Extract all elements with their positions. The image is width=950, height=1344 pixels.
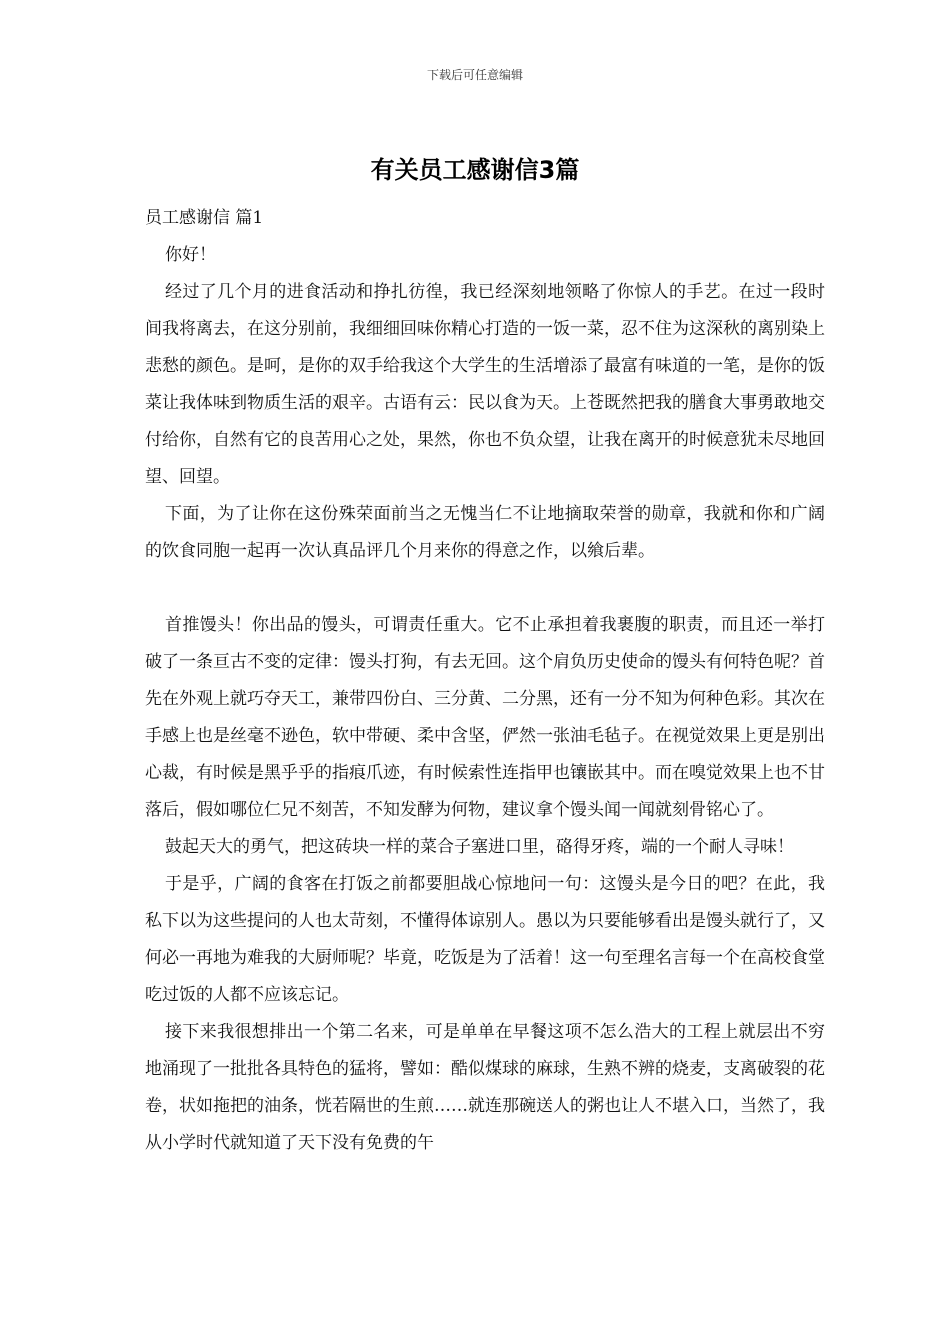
body-paragraph: 于是乎，广阔的食客在打饭之前都要胆战心惊地问一句：这馒头是今日的吧？在此，我私下以为这些提问的人也太苛刻，不懂得体谅别人。愚以为只要能够看出是馒头就行了，又何必一再地为难我的大厨师呢？毕竟，吃饭是为了活着！这一句至理名言每一个在高校食堂吃过饭的人都不应该忘记。 [145, 874, 825, 1005]
body-paragraph: 下面，为了让你在这份殊荣面前当之无愧当仁不让地摘取荣誉的勋章，我就和你和广阔的饮食同胞一起再一次认真品评几个月来你的得意之作，以飨后辈。 [145, 504, 825, 561]
body-paragraph: 接下来我很想排出一个第二名来，可是单单在早餐这项不怎么浩大的工程上就层出不穷地涌现了一批批各具特色的猛将，譬如：酷似煤球的麻球，生熟不辨的烧麦，支离破裂的花卷，状如拖把的油条，恍若隔世的生煎……就连那碗送人的粥也让人不堪入口，当然了，我从小学时代就知道了天下没有免费的午 [145, 1022, 825, 1153]
body-paragraph: 你好！ [165, 245, 216, 265]
header-note: 下载后可任意编辑 [426, 68, 523, 82]
body-paragraph: 首推馒头！你出品的馒头，可谓责任重大。它不止承担着我裹腹的职责，而且还一举打破了一条亘古不变的定律：馒头打狗，有去无回。这个肩负历史使命的馒头有何特色呢？首先在外观上就巧夺天工，兼带四份白、三分黄、二分黑，还有一分不知为何种色彩。其次在手感上也是丝毫不逊色，软中带硬、柔中含坚，俨然一张油毛毡子。在视觉效果上更是别出心裁，有时候是黑乎乎的指痕爪迹，有时候索性连指甲也镶嵌其中。而在嗅觉效果上也不甘落后，假如哪位仁兄不刻苦，不知发酵为何物，建议拿个馒头闻一闻就刻骨铭心了。 [145, 615, 825, 820]
body-paragraph: 经过了几个月的进食活动和挣扎彷徨，我已经深刻地领略了你惊人的手艺。在过一段时间我将离去，在这分别前，我细细回味你精心打造的一饭一菜，忍不住为这深秋的离别染上悲愁的颜色。是呵，是你的双手给我这个大学生的生活增添了最富有味道的一笔，是你的饭菜让我体味到物质生活的艰辛。古语有云：民以食为天。上苍既然把我的膳食大事勇敢地交付给你，自然有它的良苦用心之处，果然，你也不负众望，让我在离开的时候意犹未尽地回望、回望。 [145, 282, 825, 487]
document-subtitle: 员工感谢信 篇1 [145, 208, 264, 228]
document-body [145, 200, 825, 1162]
document-title: 有关员工感谢信3篇 [370, 156, 580, 184]
body-paragraph: 鼓起天大的勇气，把这砖块一样的菜合子塞进口里，硌得牙疼，端的一个耐人寻味！ [165, 837, 794, 857]
